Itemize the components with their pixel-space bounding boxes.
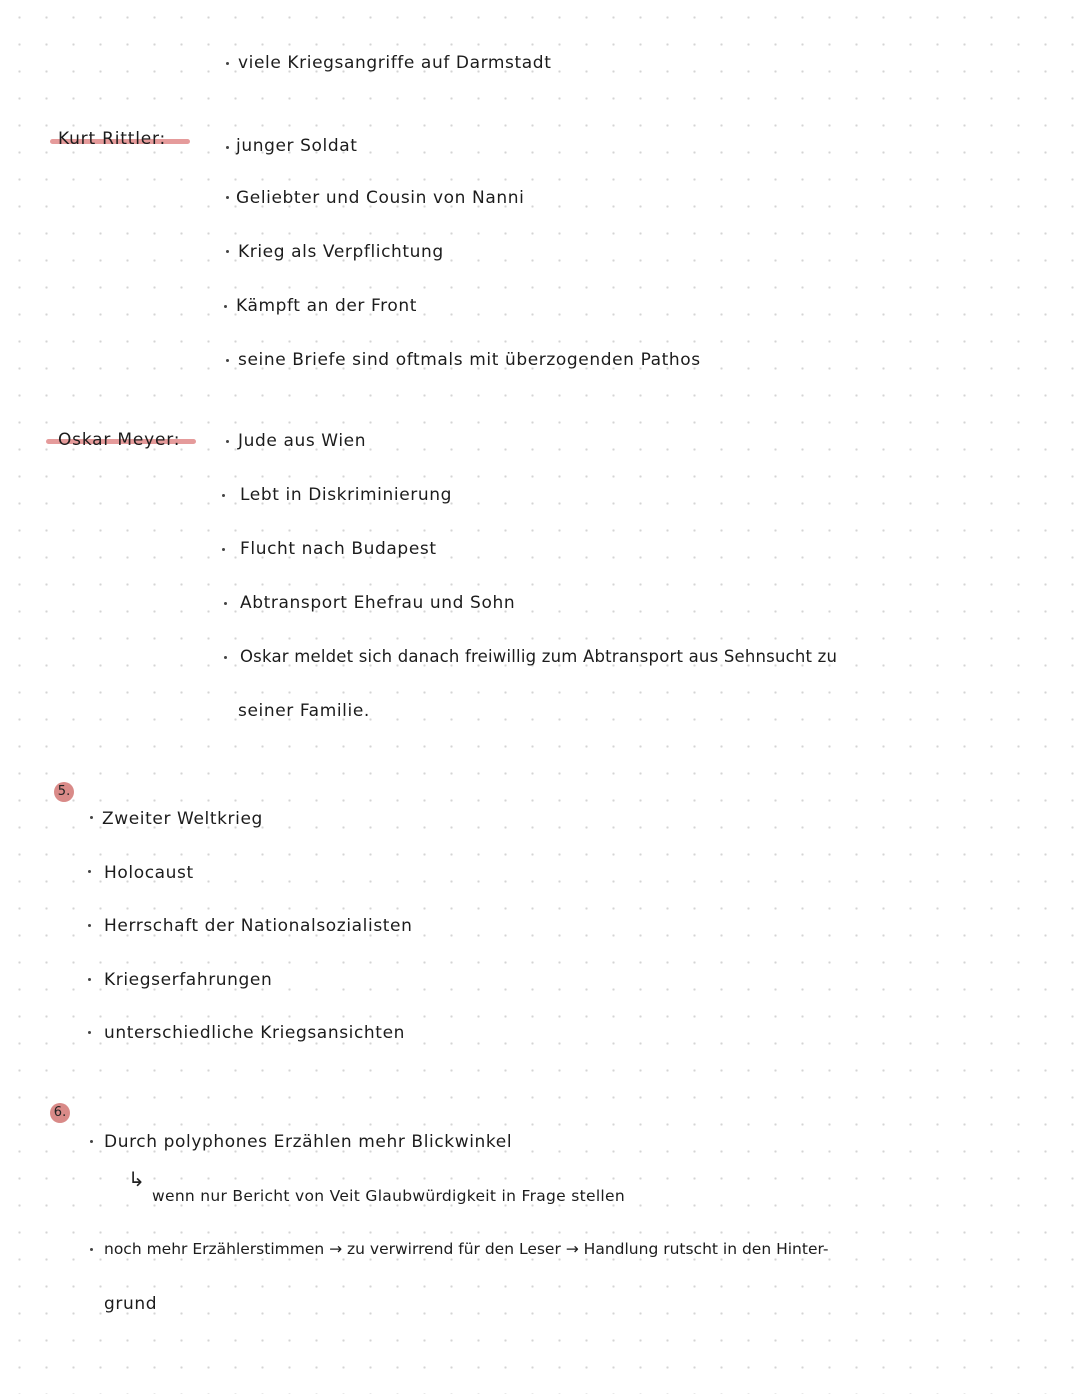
section5-item: unterschiedliche Kriegsansichten <box>104 1023 406 1043</box>
section5-item: Kriegserfahrungen <box>104 970 273 990</box>
kurt-item: Kämpft an der Front <box>236 296 418 316</box>
oskar-item: Oskar meldet sich danach freiwillig zum Abtransport aus Sehnsucht zu <box>240 647 838 666</box>
section5-item: Herrschaft der Nationalsozialisten <box>104 916 413 936</box>
section-number-6: 6. <box>50 1103 70 1123</box>
kurt-item: seine Briefe sind oftmals mit überzogenden Pathos <box>238 350 701 370</box>
section5-item: Holocaust <box>104 863 194 883</box>
bullet <box>222 494 225 497</box>
section5-item: Zweiter Weltkrieg <box>102 809 263 829</box>
bullet <box>88 870 91 873</box>
kurt-item: junger Soldat <box>236 136 358 156</box>
bullet <box>224 305 227 308</box>
note-line: viele Kriegsangriffe auf Darmstadt <box>238 53 552 73</box>
arrow-down-right-icon: ↳ <box>128 1167 145 1191</box>
bullet <box>88 1031 91 1034</box>
kurt-item: Krieg als Verpflichtung <box>238 242 444 262</box>
bullet <box>90 816 93 819</box>
bullet <box>224 656 227 659</box>
bullet <box>226 196 229 199</box>
section-number-5: 5. <box>54 782 74 802</box>
oskar-item: Jude aus Wien <box>238 431 367 451</box>
bullet <box>88 978 91 981</box>
bullet <box>224 602 227 605</box>
bullet <box>90 1140 93 1143</box>
section6-subline: wenn nur Bericht von Veit Glaubwürdigkeit in Frage stellen <box>152 1187 625 1205</box>
bullet <box>90 1248 93 1251</box>
bullet <box>226 250 229 253</box>
section6-line: noch mehr Erzählerstimmen → zu verwirrend für den Leser → Handlung rutscht in den Hinter- <box>104 1240 829 1258</box>
kurt-item: Geliebter und Cousin von Nanni <box>236 188 525 208</box>
bullet <box>226 146 229 149</box>
section6-line: Durch polyphones Erzählen mehr Blickwinkel <box>104 1132 513 1152</box>
bullet <box>226 359 229 362</box>
bullet <box>222 548 225 551</box>
section6-continuation: grund <box>104 1294 158 1314</box>
character-name-kurt: Kurt Rittler: <box>58 129 167 149</box>
oskar-item: Lebt in Diskriminierung <box>240 485 452 505</box>
bullet <box>226 440 229 443</box>
oskar-item: Flucht nach Budapest <box>240 539 437 559</box>
bullet <box>88 924 91 927</box>
character-name-oskar: Oskar Meyer: <box>58 430 181 450</box>
oskar-continuation: seiner Familie. <box>238 701 370 721</box>
oskar-item: Abtransport Ehefrau und Sohn <box>240 593 516 613</box>
bullet <box>226 62 229 65</box>
